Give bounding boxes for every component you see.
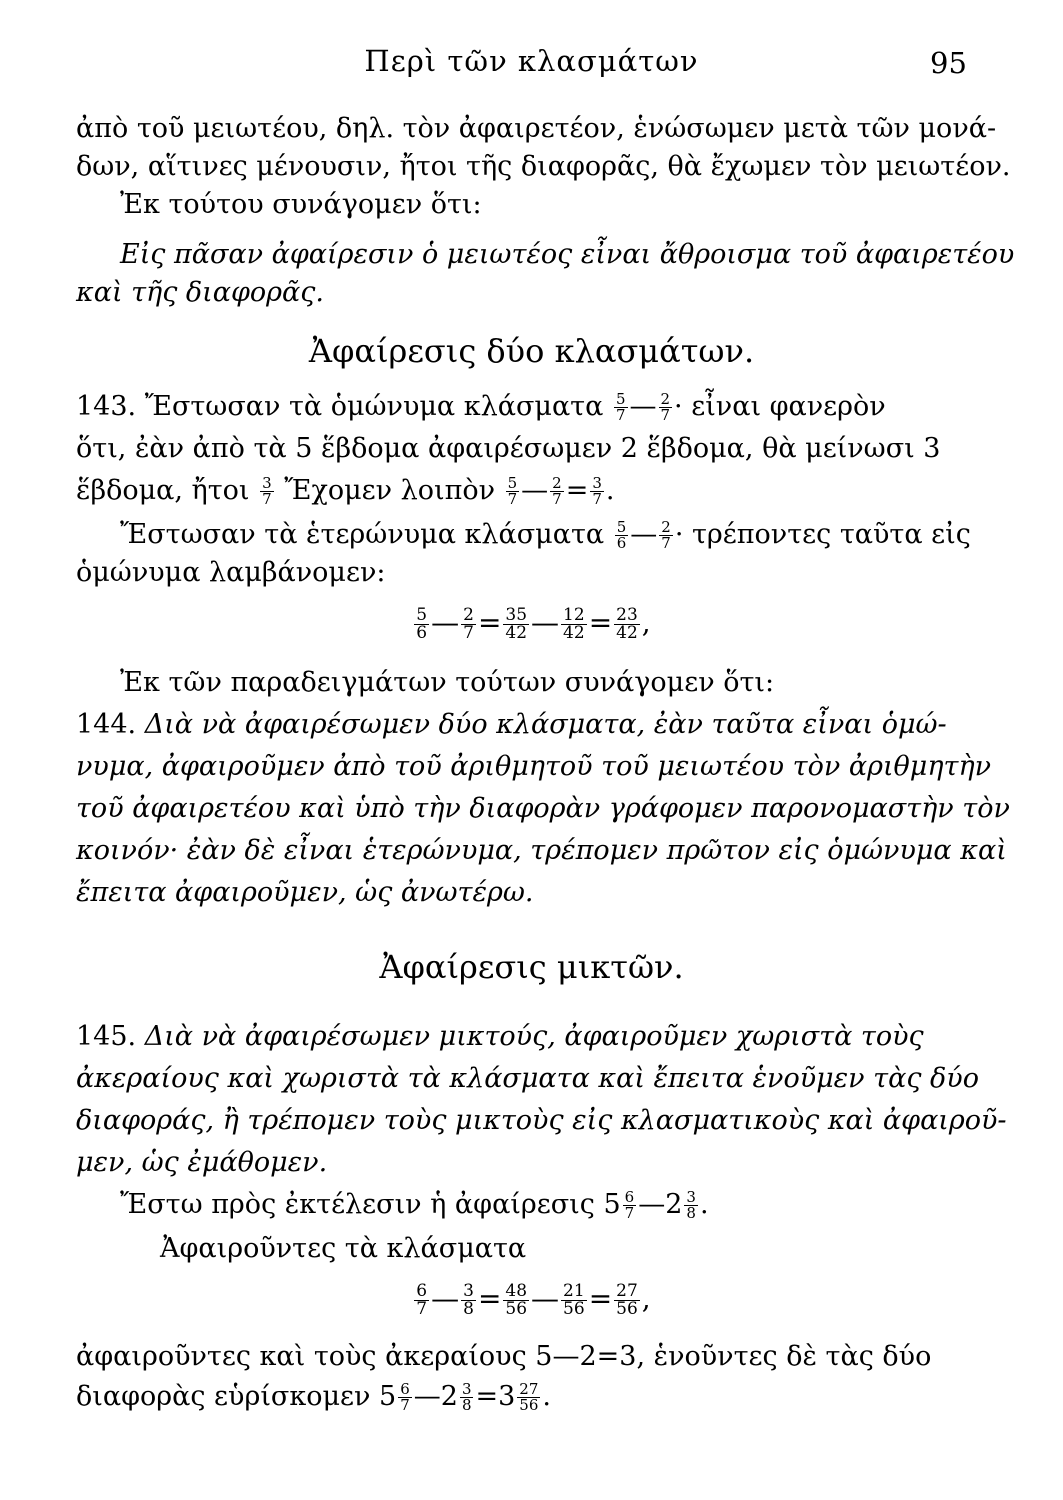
rule-line-1: Εἰς πᾶσαν ἀφαίρεσιν ὁ μειωτέος εἶναι ἄθροισμα τοῦ ἀφαιρετέου	[120, 239, 1015, 270]
para-145-line-2: ἀκεραίους καὶ χωριστὰ τὰ κλάσματα καὶ ἔπειτα ἑνοῦμεν τὰς δύο	[76, 1063, 979, 1094]
equation-143: $\frac{5}{6}$ — $\frac{2}{7}$ = $\frac{35}{42}$ — $\frac{12}{42}$ = $\frac{23}{42}$ ,	[416, 605, 651, 643]
para-number: 143.	[76, 391, 137, 422]
para-145-line-8: διαφορὰς εὑρίσκομεν 5 $\frac{6}{7}$ —2 $\frac{3}{8}$ =3 $\frac{27}{56}$ .	[76, 1380, 551, 1414]
para-number: 144.	[76, 709, 137, 740]
fraction: $\frac{5}{7}$	[615, 390, 626, 424]
para-144-line-1: 144. Διὰ νὰ ἀφαιρέσωμεν δύο κλάσματα, ἐὰν ταῦτα εἶναι ὁμώ-	[76, 709, 947, 740]
para-145-line-6: Ἀφαιροῦντες τὰ κλάσματα	[160, 1233, 527, 1264]
page-number: 95	[930, 46, 967, 80]
fraction: $\frac{3}{8}$	[461, 1380, 472, 1414]
para-144-line-5: ἔπειτα ἀφαιροῦμεν, ὡς ἀνωτέρω.	[76, 877, 534, 908]
fraction: $\frac{5}{7}$	[507, 474, 518, 508]
fraction: $\frac{3}{7}$	[592, 474, 602, 508]
fraction: $\frac{2}{7}$	[660, 390, 671, 424]
para-144-line-2: νυμα, ἀφαιροῦμεν ἀπὸ τοῦ ἀριθμητοῦ τοῦ μειωτέου τὸν ἀριθμητὴν	[76, 751, 992, 782]
fraction: $\frac{2}{7}$	[552, 474, 562, 508]
para-143-line-6: Ἐκ τῶν παραδειγμάτων τούτων συνάγομεν ὅτι:	[120, 667, 775, 698]
intro-line-1: ἀπὸ τοῦ μειωτέου, δηλ. τὸν ἀφαιρετέον, ἑνώσωμεν μετὰ τῶν μονά-	[76, 113, 997, 144]
fraction: $\frac{6}{7}$	[400, 1380, 410, 1414]
para-143-line-4: Ἔστωσαν τὰ ἑτερώνυμα κλάσματα $\frac{5}{6}$ — $\frac{2}{7}$ · τρέποντες ταῦτα εἰς	[120, 518, 971, 552]
fraction: $\frac{2}{7}$	[661, 518, 671, 552]
para-145-line-1: 145. Διὰ νὰ ἀφαιρέσωμεν μικτούς, ἀφαιροῦμεν χωριστὰ τοὺς	[76, 1021, 924, 1052]
intro-line-2: δων, αἵτινες μένουσιν, ἤτοι τῆς διαφορᾶς, θὰ ἔχωμεν τὸν μειωτέον.	[76, 151, 1011, 182]
equation-145: $\frac{6}{7}$ — $\frac{3}{8}$ = $\frac{48}{56}$ — $\frac{21}{56}$ = $\frac{27}{56}$ ,	[416, 1281, 651, 1319]
para-143-line-5: ὁμώνυμα λαμβάνομεν:	[76, 557, 386, 588]
para-143-line-3: ἕβδομα, ἤτοι $\frac{3}{7}$ Ἔχομεν λοιπὸν $\frac{5}{7}$ — $\frac{2}{7}$ = $\frac{3}{7}$ .	[76, 474, 615, 508]
para-145-line-7: ἀφαιροῦντες καὶ τοὺς ἀκεραίους 5—2=3, ἑνοῦντες δὲ τὰς δύο	[76, 1341, 932, 1372]
intro-line-3: Ἐκ τούτου συνάγομεν ὅτι:	[120, 189, 482, 220]
para-145-line-3: διαφοράς, ἢ τρέπομεν τοὺς μικτοὺς εἰς κλασματικοὺς καὶ ἀφαιροῦ-	[76, 1105, 1007, 1136]
rule-line-2: καὶ τῆς διαφορᾶς.	[76, 277, 324, 308]
running-head: Περὶ τῶν κλασμάτων	[364, 44, 699, 78]
para-145-line-4: μεν, ὡς ἐμάθομεν.	[76, 1147, 328, 1178]
para-144-line-3: τοῦ ἀφαιρετέου καὶ ὑπὸ τὴν διαφορὰν γράφομεν παρονομαστὴν τὸν	[76, 793, 1010, 824]
para-145-line-5: Ἔστω πρὸς ἐκτέλεσιν ἡ ἀφαίρεσις 5 $\frac{6}{7}$ —2 $\frac{3}{8}$ .	[120, 1188, 709, 1222]
fraction: $\frac{6}{7}$	[624, 1188, 635, 1222]
para-143-line-2: ὅτι, ἐὰν ἀπὸ τὰ 5 ἕβδομα ἀφαιρέσωμεν 2 ἕβδομα, θὰ μείνωσι 3	[76, 433, 941, 464]
para-143-line-1: 143. Ἔστωσαν τὰ ὁμώνυμα κλάσματα $\frac{5}{7}$ — $\frac{2}{7}$ · εἶναι φανερὸν	[76, 390, 886, 424]
para-number: 145.	[76, 1021, 137, 1052]
section-title-subtraction-of-mixed: Ἀφαίρεσις μικτῶν.	[379, 948, 684, 986]
fraction: $\frac{27}{56}$	[519, 1380, 539, 1414]
fraction: $\frac{3}{7}$	[262, 474, 272, 508]
fraction: $\frac{5}{6}$	[616, 518, 627, 552]
fraction: $\frac{3}{8}$	[686, 1188, 696, 1222]
para-144-line-4: κοινόν· ἐὰν δὲ εἶναι ἑτερώνυμα, τρέπομεν πρῶτον εἰς ὁμώνυμα καὶ	[76, 835, 1007, 866]
section-title-subtraction-of-two-fractions: Ἀφαίρεσις δύο κλασμάτων.	[308, 332, 755, 370]
